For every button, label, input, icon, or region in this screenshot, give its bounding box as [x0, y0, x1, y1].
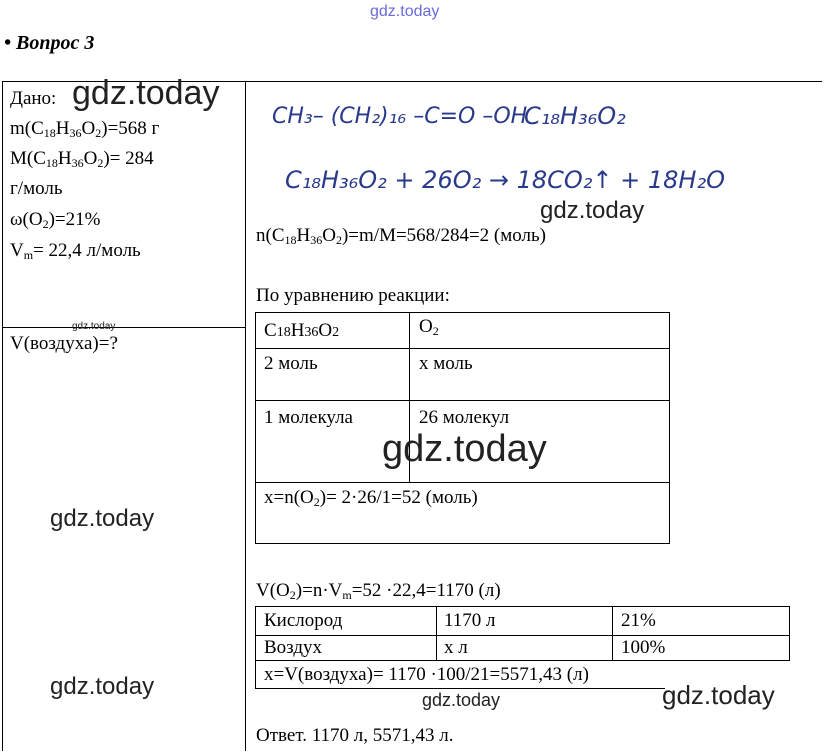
- question-heading: • Вопрос 3: [4, 32, 95, 54]
- find-text: V(воздуха)=?: [10, 333, 118, 354]
- watermark: gdz.today: [382, 428, 547, 470]
- watermark: gdz.today: [50, 673, 155, 700]
- table-calculation: x=V(воздуха)= 1170 ·100/21=5571,43 (л): [264, 664, 589, 685]
- watermark: gdz.today: [422, 690, 501, 710]
- table-cell: Кислород: [264, 610, 343, 631]
- frame-divider: [245, 81, 246, 751]
- by-equation-label: По уравнению реакции:: [256, 285, 450, 306]
- watermark: gdz.today: [72, 74, 220, 112]
- table-cell: 1 молекула: [264, 407, 353, 428]
- answer: Ответ. 1170 л, 5571,43 л.: [256, 725, 454, 746]
- given-mass: $m(C_{18}H_{36}O_2)=568$ г: [10, 118, 160, 140]
- frame-left: [2, 81, 3, 751]
- volume-oxygen-calculation: $V(O_2)=n\cdot V_m=52 \cdot 22,4=1170$ (л): [256, 580, 501, 602]
- given-omega: $\omega(O_2)=21\%$: [10, 209, 101, 231]
- table-cell: х моль: [419, 353, 473, 374]
- table-cell: 1170 л: [444, 610, 496, 631]
- watermark: gdz.today: [50, 505, 155, 532]
- given-label: Дано:: [10, 88, 57, 109]
- table-calculation: $x=n(O_2)= 2\cdot 26/1=52$ (моль): [264, 487, 478, 509]
- table-cell: Воздух: [264, 637, 323, 658]
- given-vm: $V_m= 22,4$ л/моль: [10, 240, 141, 262]
- table-cell: 2 моль: [264, 353, 318, 374]
- watermark: gdz.today: [540, 197, 645, 224]
- watermark: gdz.today: [662, 680, 775, 710]
- given-molar-mass: $M(C_{18}H_{36}O_2)= 284$: [10, 148, 154, 170]
- given-molar-mass-unit: г/моль: [10, 178, 63, 199]
- table-cell: 21%: [621, 610, 656, 631]
- watermark: gdz.today: [72, 321, 116, 332]
- handwritten-reaction: C₁₈H₃₆O₂ + 26O₂ → 18CO₂↑ + 18H₂O: [285, 166, 725, 194]
- handwritten-formula: C₁₈H₃₆O₂: [524, 102, 626, 130]
- table-cell: х л: [444, 637, 468, 658]
- watermark: gdz.today: [370, 3, 440, 20]
- table-cell: 26 молекул: [419, 407, 510, 428]
- table-header-compound: C18H36O2: [264, 320, 340, 341]
- amount-calculation: $n(C_{18}H_{36}O_2)=m/M=568/284=2$ (моль): [256, 225, 546, 247]
- given-find-divider: [2, 327, 245, 328]
- table-header-oxygen: $O_2$: [419, 316, 439, 338]
- handwritten-structural-formula: CH₃– (CH₂)₁₆ –C=O –OH: [272, 104, 528, 129]
- table-cell: 100%: [621, 637, 666, 658]
